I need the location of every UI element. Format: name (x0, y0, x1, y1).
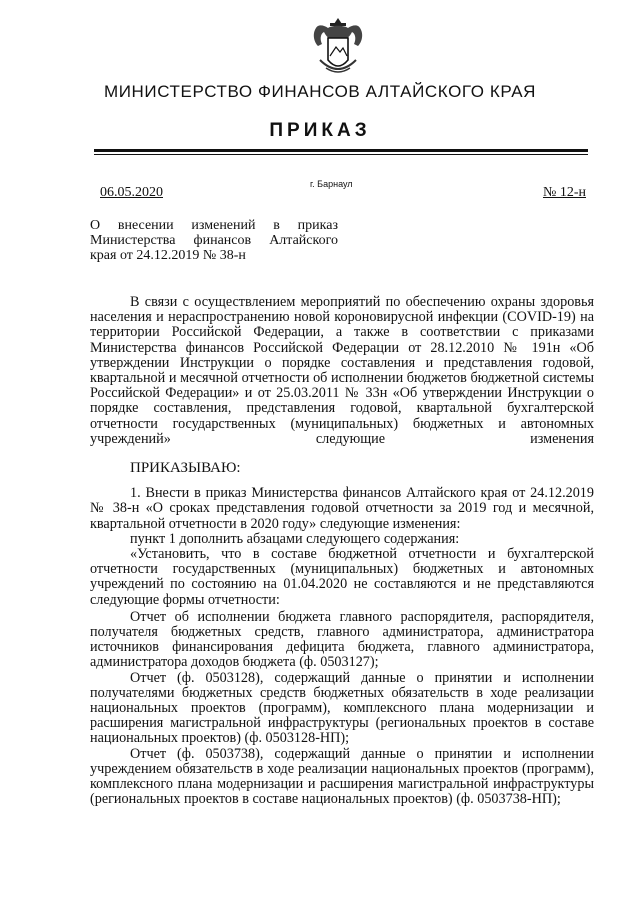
city-label: г. Барнаул (310, 179, 353, 189)
ministry-title: МИНИСТЕРСТВО ФИНАНСОВ АЛТАЙСКОГО КРАЯ (103, 82, 537, 101)
quote-intro-paragraph: «Установить, что в составе бюджетной отчетности и бухгалтерской отчетности государственных (муниципальных) бюджетных и автономных учреждений по состоянию на 01.04.2020 не составляются и не представляются следующие формы отчетности: (90, 546, 594, 608)
header-rule-thin (94, 154, 588, 155)
altai-krai-coat-of-arms-icon (308, 16, 368, 80)
item-1-sub-paragraph: пункт 1 дополнить абзацами следующего содержания: (130, 530, 460, 547)
order-body (90, 295, 594, 808)
order-date: 06.05.2020 (100, 185, 163, 200)
item-1-paragraph: 1. Внести в приказ Министерства финансов Алтайского края от 24.12.2019 № 38-н «О сроках представления годовой отчетности за 2019 год и месячной, квартальной отчетности в 2020 году» следующие изменения: (90, 485, 594, 532)
form-1-paragraph: Отчет об исполнении бюджета главного распорядителя, распорядителя, получателя бюджетных средств, главного администратора, администратора источников финансирования дефицита бюджета, главного администратора, администратора доходов бюджета (ф. 0503127); (90, 608, 594, 671)
orders-heading: ПРИКАЗЫВАЮ: (130, 460, 241, 477)
header-rule-thick (94, 149, 588, 152)
order-subject: О внесении изменений в приказ Министерства финансов Алтайского края от 24.12.2019 № 38-н (90, 218, 338, 263)
form-3-paragraph: Отчет (ф. 0503738), содержащий данные о принятии и исполнении учреждением обязательств в ходе реализации национальных проектов (программ), комплексного плана модернизации и расширения магистральной инфраструктуры (региональных проектов в составе национальных проектов) (ф. 0503738-НП); (90, 745, 594, 808)
preamble-paragraph: В связи с осуществлением мероприятий по обеспечению охраны здоровья населения и нераспространению новой короновирусной инфекции (COVID-19) на территории Российской Федерации, а также в соответствии с приказами Министерства финансов Российской Федерации от 28.12.2010 № 191н «Об утверждении Инструкции о порядке составления и представления годовой, квартальной и месячной отчетности об исполнении бюджетов бюджетной системы Российской Федерации» и от 25.03.2011 № 33н «Об утверждении Инструкции о порядке составления, представления годовой, квартальной бухгалтерской отчетности государственных (муниципальных) бюджетных и автономных учреждений» следующие изменения (90, 294, 594, 447)
form-2-paragraph: Отчет (ф. 0503128), содержащий данные о принятии и исполнении получателями бюджетных средств бюджетных обязательств в ходе реализации национальных проектов (программ), комплексного плана модернизации и расширения магистральной инфраструктуры (региональных проектов в составе национальных проектов) (ф. 0503128-НП); (90, 669, 594, 747)
document-type-title: ПРИКАЗ (269, 120, 371, 141)
order-number: № 12-н (542, 185, 586, 200)
